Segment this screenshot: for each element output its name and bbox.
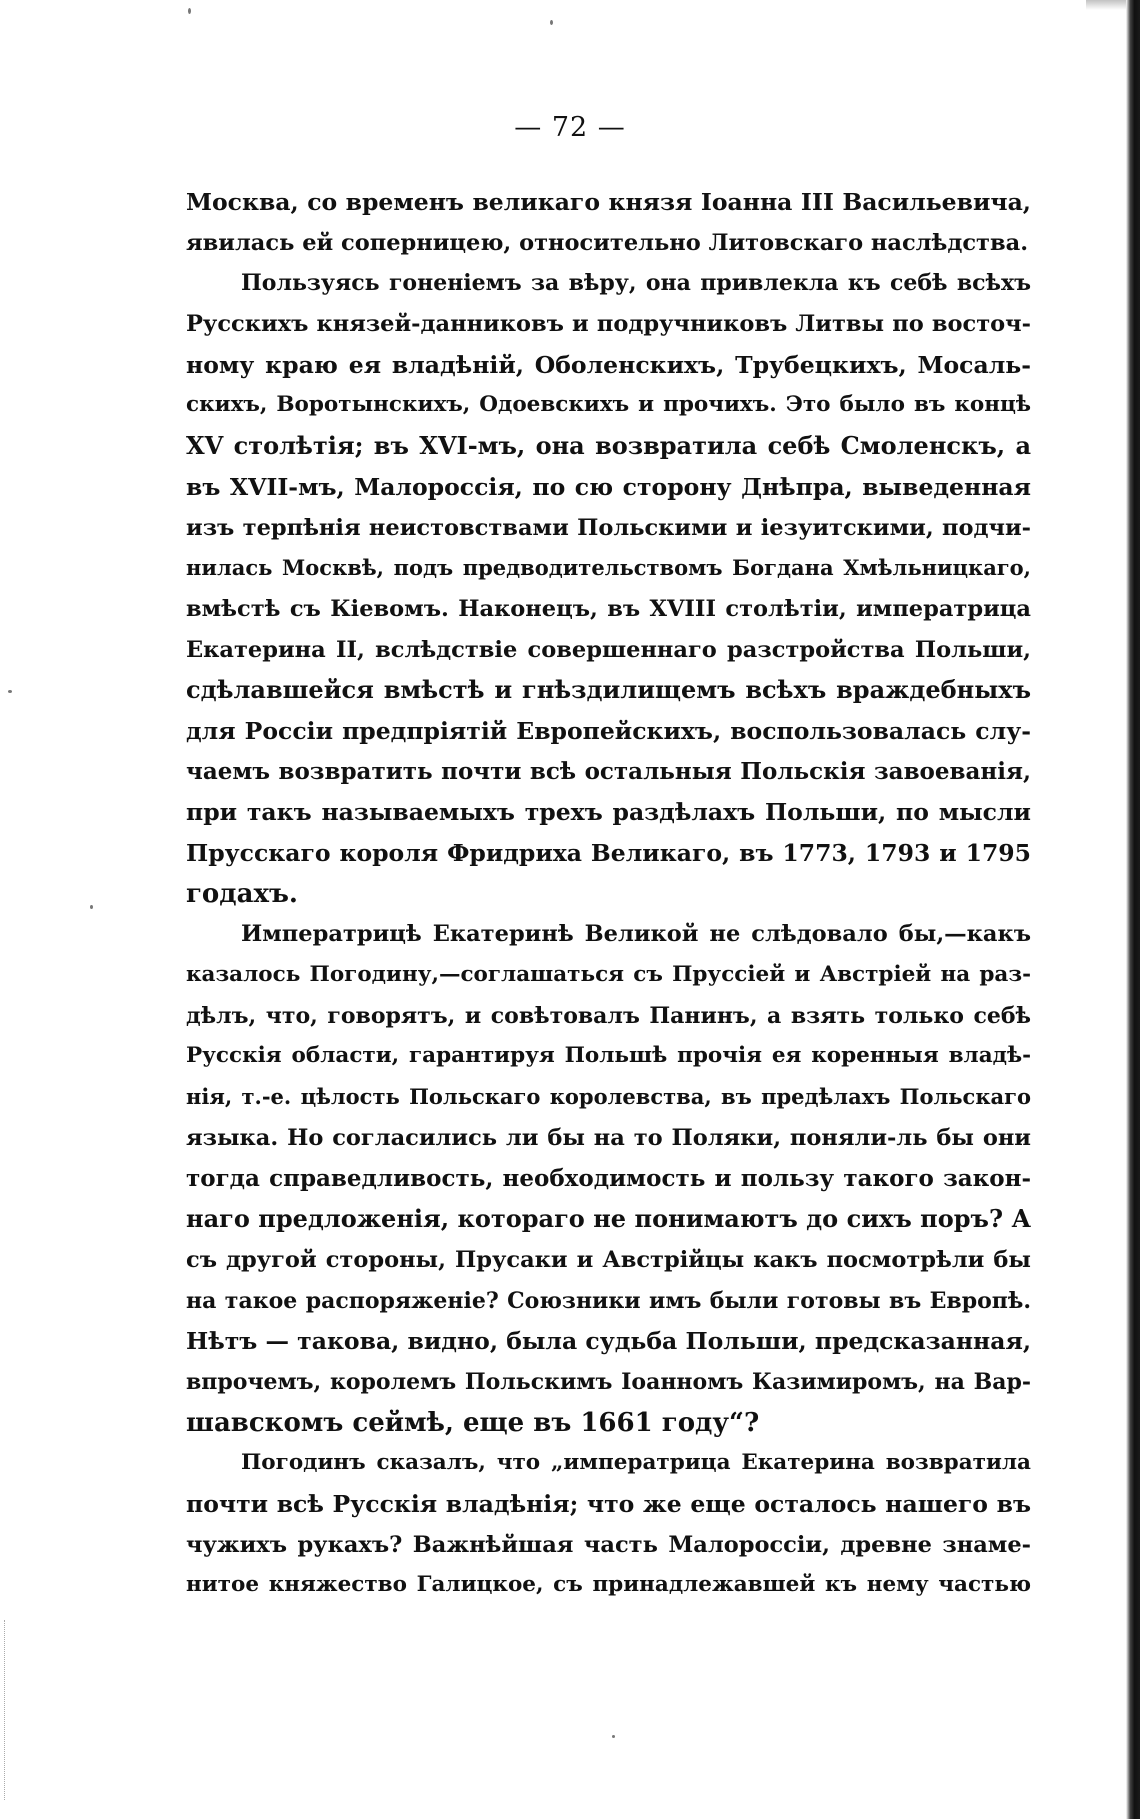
- text-line: нитое княжество Галицкое, съ принадлежавшей къ нему частью: [186, 1572, 1031, 1598]
- body-text: [186, 182, 1031, 1606]
- text-line: Москва, со временъ великаго князя Іоанна III Васильевича,: [186, 188, 1031, 216]
- scan-edge-shadow: [1126, 0, 1140, 1819]
- scan-edge-top-shadow: [1086, 0, 1126, 10]
- scan-speck: [612, 1735, 615, 1738]
- scan-margin-marks: [4, 1620, 7, 1800]
- text-line: Императрицѣ Екатеринѣ Великой не слѣдовало бы,—какъ: [241, 921, 1031, 948]
- text-line: XV столѣтія; въ XVI-мъ, она возвратила себѣ Смоленскъ, а: [186, 431, 1031, 461]
- text-line: дѣлъ, что, говорятъ, и совѣтовалъ Панинъ, а взять только себѣ: [186, 1002, 1031, 1029]
- text-line: впрочемъ, королемъ Польскимъ Іоанномъ Казимиромъ, на Вар-: [186, 1368, 1031, 1395]
- text-line: на такое распоряженіе? Союзники имъ были готовы въ Европѣ.: [186, 1287, 1031, 1314]
- text-line: почти всѣ Русскія владѣнія; что же еще осталось нашего въ: [186, 1490, 1031, 1518]
- scan-speck: [90, 905, 93, 909]
- text-line: тогда справедливость, необходимость и пользу такого закон-: [186, 1164, 1031, 1192]
- text-line: годахъ.: [186, 878, 298, 909]
- text-line: ному краю ея владѣній, Оболенскихъ, Трубецкихъ, Мосаль-: [186, 350, 1031, 379]
- text-line: Нѣтъ — такова, видно, была судьба Польши, предсказанная,: [186, 1327, 1031, 1356]
- text-line: для Россіи предпріятій Европейскихъ, воспользовалась слу-: [186, 716, 1031, 745]
- text-line: съ другой стороны, Прусаки и Австрійцы какъ посмотрѣли бы: [186, 1246, 1031, 1273]
- text-line: явилась ей соперницею, относительно Литовскаго наслѣдства.: [186, 229, 1029, 256]
- text-line: чаемъ возвратить почти всѣ остальныя Польскія завоеванія,: [186, 757, 1031, 785]
- text-line: Прусскаго короля Фридриха Великаго, въ 1773, 1793 и 1795: [186, 839, 1031, 867]
- text-line: Екатерина II, вслѣдствіе совершеннаго разстройства Польши,: [186, 636, 1031, 663]
- page-number: — 72 —: [514, 112, 626, 143]
- scan-speck: [8, 690, 12, 693]
- text-line: казалось Погодину,—соглашаться съ Пруссіей и Австріей на раз-: [186, 962, 1031, 988]
- text-line: Погодинъ сказалъ, что „императрица Екатерина возвратила: [241, 1450, 1031, 1476]
- text-line: чужихъ рукахъ? Важнѣйшая часть Малороссіи, древне знаме-: [186, 1531, 1031, 1558]
- text-line: нилась Москвѣ, подъ предводительствомъ Богдана Хмѣльницкаго,: [186, 555, 1031, 581]
- text-line: изъ терпѣнія неистовствами Польскими и іезуитскими, подчи-: [186, 514, 1031, 541]
- text-line: Русскія области, гарантируя Польшѣ прочія ея коренныя владѣ-: [186, 1043, 1031, 1069]
- text-line: сдѣлавшейся вмѣстѣ и гнѣздилищемъ всѣхъ враждебныхъ: [186, 675, 1031, 705]
- text-line: скихъ, Воротынскихъ, Одоевскихъ и прочихъ. Это было въ концѣ: [186, 392, 1031, 418]
- text-line: вмѣстѣ съ Кіевомъ. Наконецъ, въ XVIII столѣтіи, императрица: [186, 595, 1031, 622]
- text-line: Русскихъ князей-данниковъ и подручниковъ Литвы по восточ-: [186, 311, 1031, 338]
- text-line: наго предложенія, котораго не понимаютъ до сихъ поръ? А: [186, 1204, 1031, 1234]
- scan-speck: [550, 20, 553, 25]
- scan-speck: [188, 8, 191, 14]
- text-line: Пользуясь гоненіемъ за вѣру, она привлекла къ себѣ всѣхъ: [241, 270, 1031, 297]
- text-line: языка. Но согласились ли бы на то Поляки, поняли-ль бы они: [186, 1124, 1031, 1151]
- text-line: шавскомъ сеймѣ, еще въ 1661 году“?: [186, 1407, 760, 1438]
- text-line: при такъ называемыхъ трехъ раздѣлахъ Польши, по мысли: [186, 798, 1031, 827]
- text-line: въ XVII-мъ, Малороссія, по сю сторону Днѣпра, выведенная: [186, 472, 1031, 501]
- text-line: нія, т.-е. цѣлость Польскаго королевства, въ предѣлахъ Польскаго: [186, 1084, 1031, 1110]
